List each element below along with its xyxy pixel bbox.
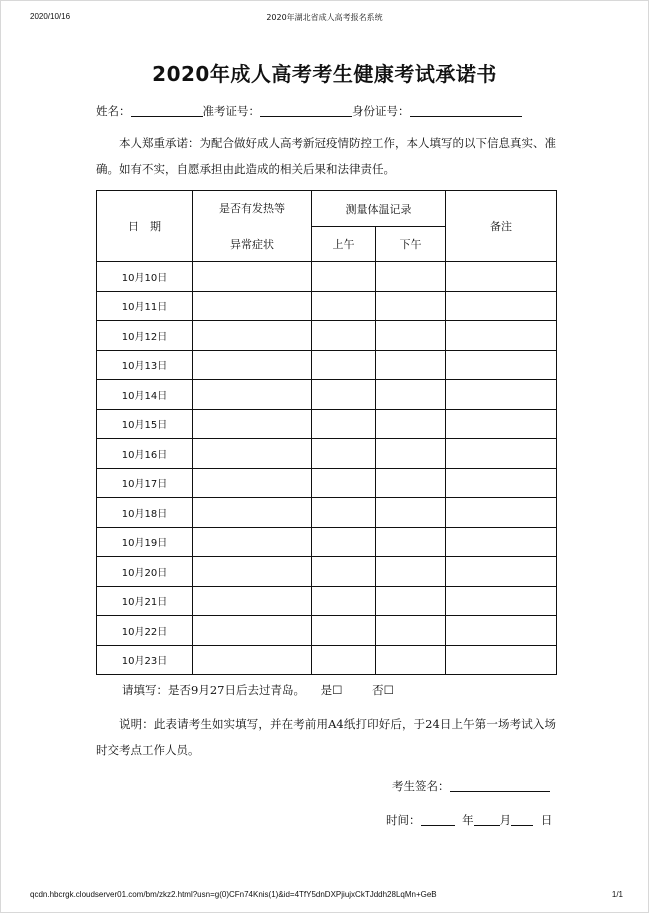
fever-cell[interactable] bbox=[193, 350, 312, 380]
fever-cell[interactable] bbox=[193, 439, 312, 469]
info-row bbox=[96, 103, 522, 119]
am-temp-cell[interactable] bbox=[312, 498, 376, 528]
pm-temp-cell[interactable] bbox=[376, 468, 446, 498]
time-row bbox=[386, 812, 552, 828]
pm-temp-cell[interactable] bbox=[376, 321, 446, 351]
row-date: 10月17日 bbox=[97, 468, 193, 498]
pm-temp-cell[interactable] bbox=[376, 586, 446, 616]
pm-temp-cell[interactable] bbox=[376, 262, 446, 292]
note-cell[interactable] bbox=[446, 380, 557, 410]
am-temp-cell[interactable] bbox=[312, 468, 376, 498]
fever-cell[interactable] bbox=[193, 498, 312, 528]
pm-temp-cell[interactable] bbox=[376, 498, 446, 528]
id-field[interactable] bbox=[410, 104, 522, 117]
table-row bbox=[97, 498, 557, 528]
table-row bbox=[97, 380, 557, 410]
note-cell[interactable] bbox=[446, 498, 557, 528]
pm-temp-cell[interactable] bbox=[376, 645, 446, 675]
pm-temp-cell[interactable] bbox=[376, 527, 446, 557]
header-temp: 测量体温记录 bbox=[312, 191, 446, 227]
month-field[interactable] bbox=[474, 813, 500, 826]
table-row bbox=[97, 616, 557, 646]
signature-row bbox=[392, 778, 550, 794]
am-temp-cell[interactable] bbox=[312, 291, 376, 321]
note-cell[interactable] bbox=[446, 645, 557, 675]
name-field[interactable] bbox=[131, 104, 203, 117]
note-cell[interactable] bbox=[446, 557, 557, 587]
header-note: 备注 bbox=[446, 191, 557, 262]
row-date: 10月16日 bbox=[97, 439, 193, 469]
yes-checkbox[interactable]: 是☐ bbox=[320, 683, 343, 697]
table-row bbox=[97, 409, 557, 439]
note-paragraph: 说明：此表请考生如实填写，并在考前用A4纸打印好后，于24日上午第一场考试入场时交考点工作人员。 bbox=[96, 717, 556, 757]
header-date: 日 期 bbox=[97, 191, 193, 262]
fever-cell[interactable] bbox=[193, 645, 312, 675]
am-temp-cell[interactable] bbox=[312, 380, 376, 410]
footer-url: qcdn.hbcrgk.cloudserver01.com/bm/zkz2.html?usn=g(0)CFn74Knis(1)&id=4TfY5dnDXPjiujxCkTJddh28LqMn+GeB bbox=[30, 890, 437, 899]
year-label: 年 bbox=[462, 813, 474, 827]
table-row bbox=[97, 321, 557, 351]
am-temp-cell[interactable] bbox=[312, 262, 376, 292]
table-row bbox=[97, 586, 557, 616]
header-am: 上午 bbox=[312, 227, 376, 262]
row-date: 10月22日 bbox=[97, 616, 193, 646]
header-pm: 下午 bbox=[376, 227, 446, 262]
am-temp-cell[interactable] bbox=[312, 321, 376, 351]
ticket-field[interactable] bbox=[260, 104, 352, 117]
am-temp-cell[interactable] bbox=[312, 409, 376, 439]
am-temp-cell[interactable] bbox=[312, 586, 376, 616]
am-temp-cell[interactable] bbox=[312, 645, 376, 675]
note-cell[interactable] bbox=[446, 527, 557, 557]
table-row bbox=[97, 468, 557, 498]
row-date: 10月11日 bbox=[97, 291, 193, 321]
table-row bbox=[97, 439, 557, 469]
note-cell[interactable] bbox=[446, 291, 557, 321]
row-date: 10月12日 bbox=[97, 321, 193, 351]
document-title: 2020年成人高考考生健康考试承诺书 bbox=[152, 62, 497, 86]
row-date: 10月13日 bbox=[97, 350, 193, 380]
note-cell[interactable] bbox=[446, 262, 557, 292]
am-temp-cell[interactable] bbox=[312, 350, 376, 380]
note-cell[interactable] bbox=[446, 586, 557, 616]
system-title: 2020年湖北省成人高考报名系统 bbox=[266, 13, 383, 22]
signature-field[interactable] bbox=[450, 779, 550, 792]
year-field[interactable] bbox=[421, 813, 455, 826]
print-date: 2020/10/16 bbox=[30, 12, 71, 21]
pm-temp-cell[interactable] bbox=[376, 409, 446, 439]
pm-temp-cell[interactable] bbox=[376, 557, 446, 587]
note-cell[interactable] bbox=[446, 468, 557, 498]
page-number: 1/1 bbox=[611, 890, 623, 899]
table-row bbox=[97, 645, 557, 675]
table-row bbox=[97, 350, 557, 380]
header-fever-line1: 是否有发热等 bbox=[219, 202, 285, 215]
pledge-paragraph: 本人郑重承诺：为配合做好成人高考新冠疫情防控工作，本人填写的以下信息真实、准确。如有不实，自愿承担由此造成的相关后果和法律责任。 bbox=[96, 136, 556, 176]
table-row bbox=[97, 291, 557, 321]
row-date: 10月18日 bbox=[97, 498, 193, 528]
pm-temp-cell[interactable] bbox=[376, 380, 446, 410]
fever-cell[interactable] bbox=[193, 291, 312, 321]
note-cell[interactable] bbox=[446, 409, 557, 439]
fever-cell[interactable] bbox=[193, 557, 312, 587]
time-label: 时间： bbox=[386, 813, 421, 827]
fever-cell[interactable] bbox=[193, 321, 312, 351]
table-row bbox=[97, 262, 557, 292]
pm-temp-cell[interactable] bbox=[376, 291, 446, 321]
note-cell[interactable] bbox=[446, 350, 557, 380]
question-text: 请填写：是否9月27日后去过青岛。 bbox=[122, 683, 305, 697]
note-cell[interactable] bbox=[446, 321, 557, 351]
month-label: 月 bbox=[499, 813, 512, 827]
header-fever bbox=[193, 191, 312, 262]
no-checkbox[interactable]: 否☐ bbox=[372, 683, 394, 697]
fever-cell[interactable] bbox=[193, 262, 312, 292]
am-temp-cell[interactable] bbox=[312, 557, 376, 587]
row-date: 10月15日 bbox=[97, 409, 193, 439]
note-cell[interactable] bbox=[446, 616, 557, 646]
am-temp-cell[interactable] bbox=[312, 616, 376, 646]
table-row bbox=[97, 527, 557, 557]
row-date: 10月23日 bbox=[97, 645, 193, 675]
row-date: 10月20日 bbox=[97, 557, 193, 587]
ticket-label: 准考证号： bbox=[202, 104, 260, 118]
fever-cell[interactable] bbox=[193, 586, 312, 616]
table-row bbox=[97, 557, 557, 587]
fever-cell[interactable] bbox=[193, 468, 312, 498]
pm-temp-cell[interactable] bbox=[376, 439, 446, 469]
pm-temp-cell[interactable] bbox=[376, 616, 446, 646]
note-cell[interactable] bbox=[446, 439, 557, 469]
signature-label: 考生签名： bbox=[392, 779, 450, 793]
am-temp-cell[interactable] bbox=[312, 439, 376, 469]
row-date: 10月21日 bbox=[97, 586, 193, 616]
am-temp-cell[interactable] bbox=[312, 527, 376, 557]
fever-cell[interactable] bbox=[193, 409, 312, 439]
fever-cell[interactable] bbox=[193, 616, 312, 646]
pm-temp-cell[interactable] bbox=[376, 350, 446, 380]
row-date: 10月14日 bbox=[97, 380, 193, 410]
id-label: 身份证号： bbox=[352, 104, 410, 118]
row-date: 10月19日 bbox=[97, 527, 193, 557]
name-label: 姓名： bbox=[96, 104, 131, 118]
day-label: 日 bbox=[540, 813, 553, 827]
header-fever-line2: 异常症状 bbox=[230, 238, 274, 251]
row-date: 10月10日 bbox=[97, 262, 193, 292]
temperature-table bbox=[96, 190, 557, 675]
question-row bbox=[122, 682, 394, 698]
day-field[interactable] bbox=[511, 813, 533, 826]
fever-cell[interactable] bbox=[193, 380, 312, 410]
fever-cell[interactable] bbox=[193, 527, 312, 557]
